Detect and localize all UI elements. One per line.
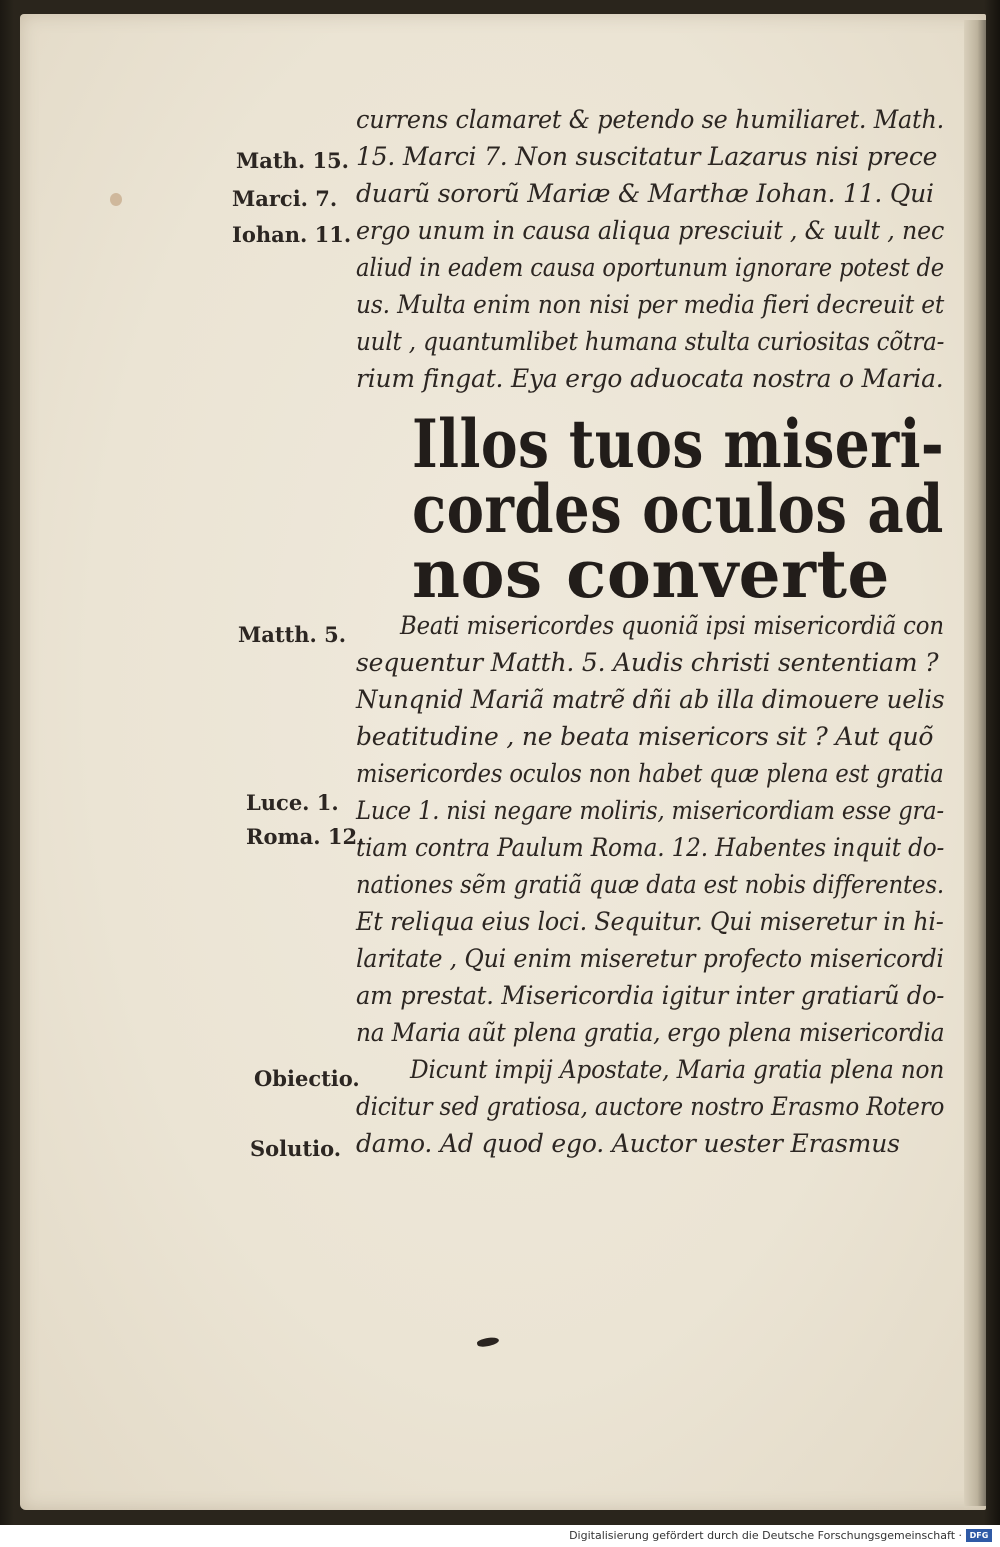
text-line: Beati misericordes quoniã ipsi misericordiã con [400,611,944,640]
margin-note: Iohan. 11. [232,222,352,247]
text-line: uult , quantumlibet humana stulta curiositas cõtra- [356,327,945,356]
text-line: am prestat. Misericordia igitur inter gratiarũ do- [356,981,945,1010]
section-heading-line: cordes oculos ad [412,470,944,548]
text-line: damo. Ad quod ego. Auctor uester Erasmus [356,1129,900,1158]
margin-note: Solutio. [250,1136,342,1161]
text-line: na Maria aũt plena gratia, ergo plena misericordia [356,1018,945,1047]
text-line: Et reliqua eius loci. Sequitur. Qui miseretur in hi- [356,907,944,936]
text-line: currens clamaret & petendo se humiliaret. Math. [356,105,945,134]
section-heading-line: nos converte [412,535,890,613]
margin-note: Obiectio. [254,1066,360,1091]
text-line: ergo unum in causa aliqua presciuit , & uult , nec [356,216,945,245]
text-line: tiam contra Paulum Roma. 12. Habentes inquit do- [356,833,945,862]
text-line: sequentur Matth. 5. Audis christi sententiam ? [356,648,939,677]
margin-note: Luce. 1. [246,790,339,815]
text-line: Luce 1. nisi negare moliris, misericordiam esse gra- [356,796,944,825]
margin-note: Roma. 12. [246,824,365,849]
section-heading-line: Illos tuos miseri- [412,405,945,483]
margin-note: Matth. 5. [238,622,347,647]
text-line: Dicunt impij Apostate, Maria gratia plena non [410,1055,945,1084]
text-line: duarũ sororũ Mariæ & Marthæ Iohan. 11. Qui [356,179,934,208]
dfg-logo: DFG [966,1529,992,1542]
text-line: aliud in eadem causa oportunum ignorare potest de [356,253,945,282]
text-line: nationes sẽm gratiã quæ data est nobis differentes. [356,870,944,899]
text-line: Nunqnid Mariã matrẽ dñi ab illa dimouere uelis [356,685,945,714]
footer-bar [0,1525,1000,1547]
paper-stain [110,193,122,206]
margin-note: Marci. 7. [232,186,338,211]
text-line: rium fingat. Eya ergo aduocata nostra o Maria. [356,364,944,393]
text-line: 15. Marci 7. Non suscitatur Lazarus nisi prece [356,142,938,171]
text-line: laritate , Qui enim miseretur profecto misericordi [356,944,944,973]
text-line: us. Multa enim non nisi per media fieri decreuit et [356,290,945,319]
page-edge [964,20,986,1506]
funding-notice: Digitalisierung gefördert durch die Deutsche Forschungsgemeinschaft · [569,1529,962,1542]
text-line: beatitudine , ne beata misericors sit ? Aut quõ [356,722,934,751]
text-line: misericordes oculos non habet quæ plena est gratia [356,759,944,788]
text-line: dicitur sed gratiosa, auctore nostro Erasmo Rotero [356,1092,945,1121]
margin-note: Math. 15. [236,148,349,173]
